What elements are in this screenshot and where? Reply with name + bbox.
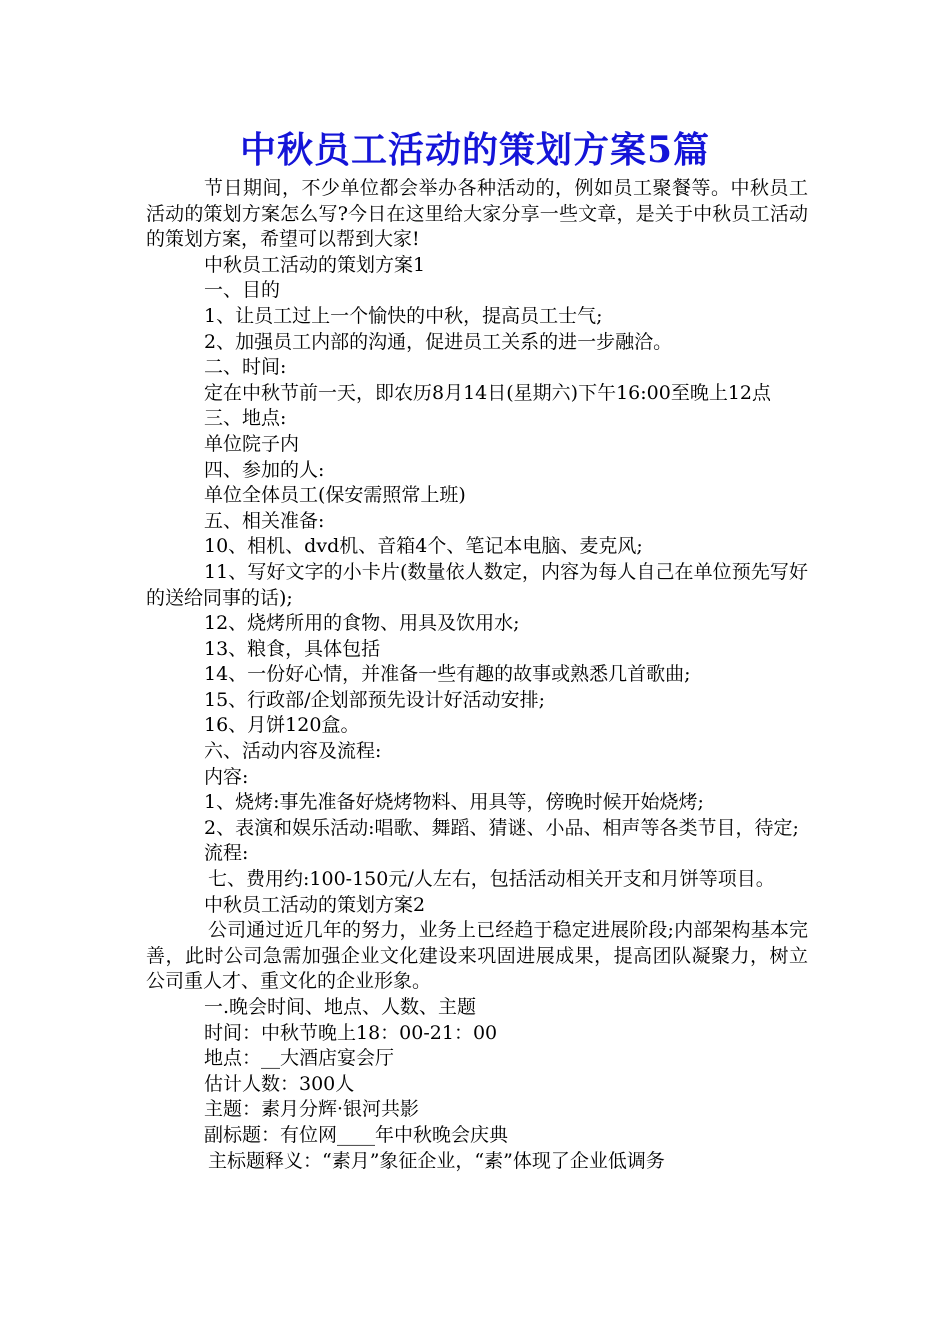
party-theme: 主题：素月分辉·银河共影 [204, 1098, 420, 1121]
purpose-item-2: 2、加强员工内部的沟通，促进员工关系的进一步融洽。 [204, 330, 673, 353]
party-location: 地点：__大酒店宴会厅 [204, 1047, 395, 1070]
heading-participants: 四、参加的人: [204, 458, 325, 481]
section-heading-plan-1: 中秋员工活动的策划方案1 [204, 253, 426, 276]
time-detail: 定在中秋节前一天，即农历8月14日(星期六)下午16:00至晚上12点 [204, 381, 772, 404]
location-detail: 单位院子内 [204, 432, 300, 455]
party-headcount: 估计人数：300人 [204, 1072, 355, 1095]
preparation-item-10: 10、相机、dvd机、音箱4个、笔记本电脑、麦克风; [204, 535, 643, 558]
heading-party-info: 一.晚会时间、地点、人数、主题 [204, 996, 477, 1018]
party-time: 时间：中秋节晚上18：00-21：00 [204, 1021, 498, 1044]
preparation-item-11: 11、写好文字的小卡片(数量依人数定，内容为每人自己在单位预先写好的送给同事的话); [146, 560, 808, 609]
preparation-item-12: 12、烧烤所用的食物、用具及饮用水; [204, 612, 520, 635]
participants-detail: 单位全体员工(保安需照常上班) [204, 484, 466, 507]
content-item-1: 1、烧烤:事先准备好烧烤物料、用具等，傍晚时候开始烧烤; [204, 791, 704, 814]
theme-explanation: 主标题释义：“素月”象征企业，“素”体现了企业低调务 [208, 1149, 665, 1172]
preparation-item-15: 15、行政部/企划部预先设计好活动安排; [204, 688, 545, 711]
heading-location: 三、地点: [204, 407, 287, 430]
preparation-item-13: 13、粮食，具体包括 [204, 637, 381, 660]
section-heading-plan-2: 中秋员工活动的策划方案2 [204, 893, 426, 916]
content-label: 内容: [204, 765, 249, 788]
content-item-2: 2、表演和娱乐活动:唱歌、舞蹈、猜谜、小品、相声等各类节目，待定; [204, 816, 799, 839]
intro-paragraph: 节日期间，不少单位都会举办各种活动的，例如员工聚餐等。中秋员工活动的策划方案怎么写?今日在这里给大家分享一些文章，是关于中秋员工活动的策划方案，希望可以帮到大家! [146, 177, 808, 251]
document-title: 中秋员工活动的策划方案5篇 [239, 129, 711, 171]
heading-purpose: 一、目的 [204, 279, 281, 302]
cost-detail: 七、费用约:100-150元/人左右，包括活动相关开支和月饼等项目。 [208, 868, 775, 891]
preparation-item-14: 14、一份好心情，并准备一些有趣的故事或熟悉几首歌曲; [204, 663, 691, 686]
process-label: 流程: [204, 842, 249, 865]
heading-preparation: 五、相关准备: [204, 509, 325, 532]
plan-2-intro: 公司通过近几年的努力，业务上已经趋于稳定进展阶段;内部架构基本完善，此时公司急需加强企业文化建设来巩固进展成果，提高团队凝聚力，树立公司重人才、重文化的企业形象。 [146, 919, 808, 993]
document-body [146, 176, 808, 1174]
party-subtitle: 副标题：有位网____年中秋晚会庆典 [204, 1123, 509, 1146]
preparation-item-16: 16、月饼120盒。 [204, 714, 360, 737]
purpose-item-1: 1、让员工过上一个愉快的中秋，提高员工士气; [204, 304, 603, 327]
heading-activities: 六、活动内容及流程: [204, 740, 382, 763]
heading-time: 二、时间: [204, 356, 287, 379]
